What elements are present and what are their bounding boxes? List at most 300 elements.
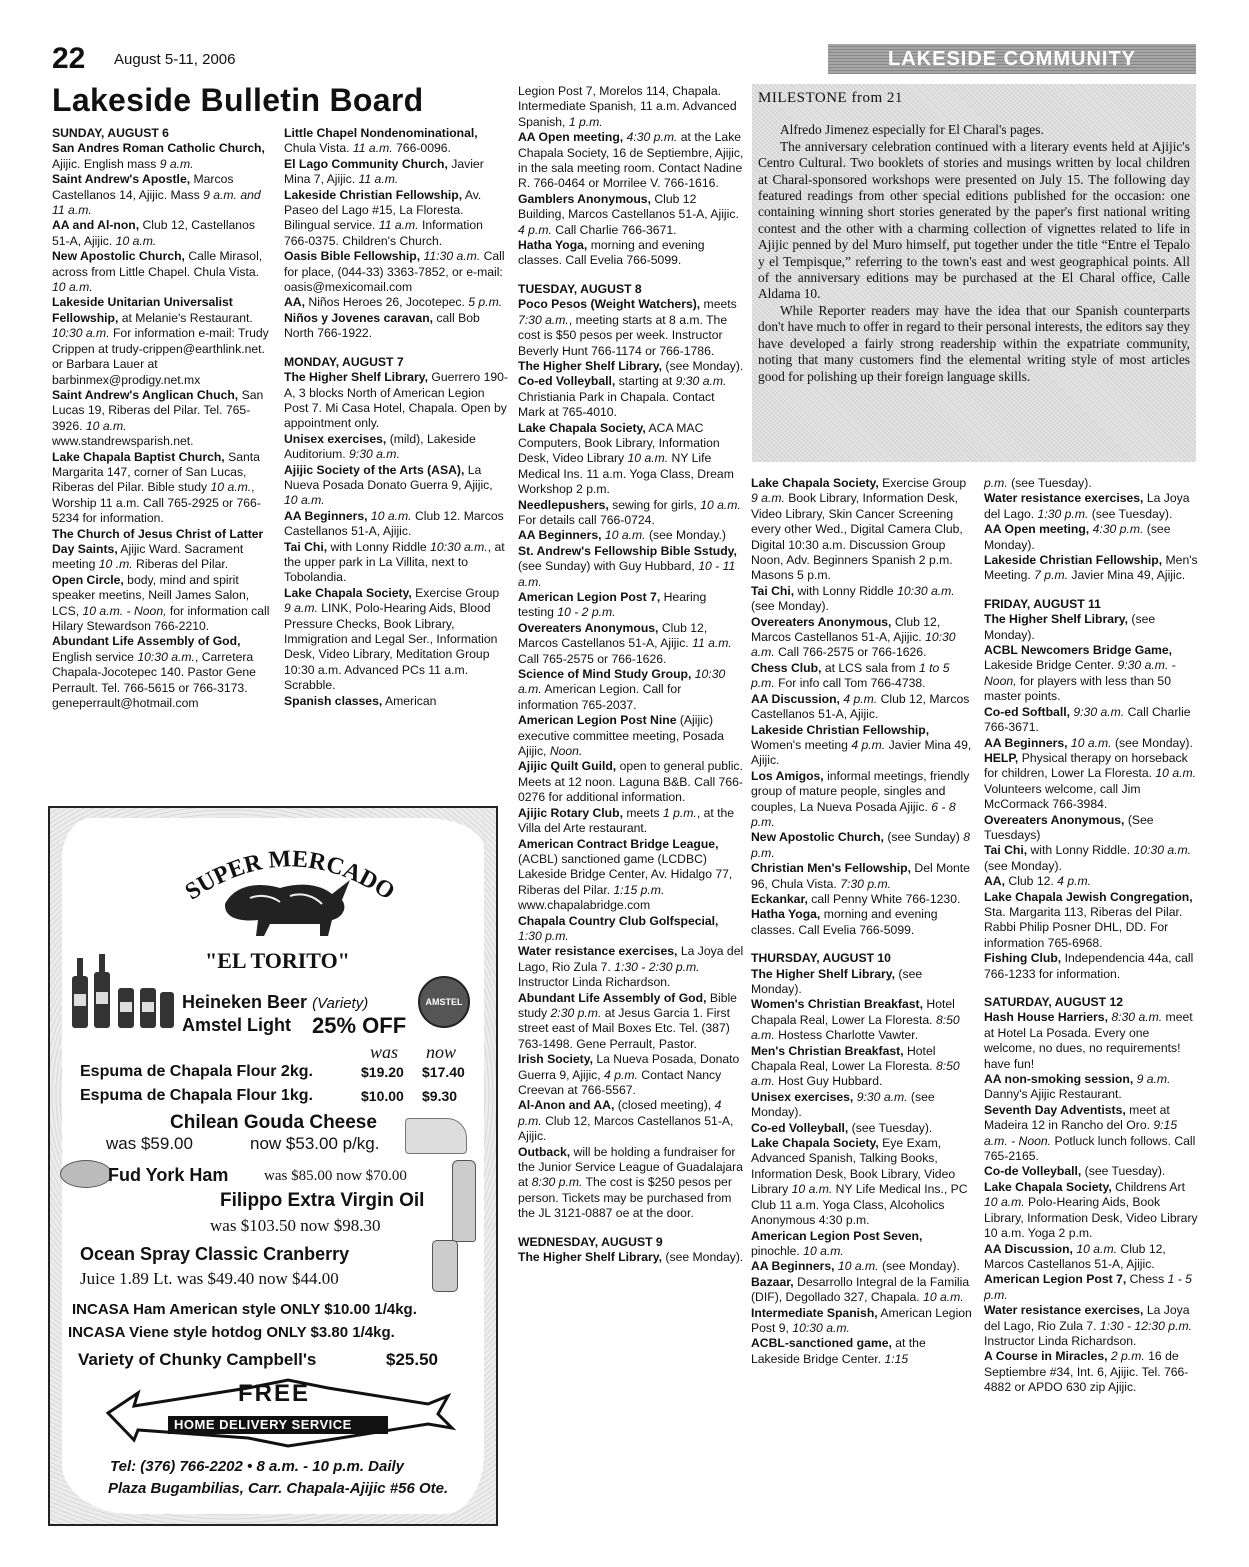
listing-name: St. Andrew's Fellowship Bible Sstudy, <box>518 543 737 558</box>
listing-detail: Call 765-2575 or 766-1626. <box>518 651 667 666</box>
listing-detail: , Worship 11 a.m. Call 765-2925 or 766-5234 for information. <box>52 480 261 526</box>
listing-item <box>518 1052 744 1098</box>
listing-item <box>984 1349 1198 1395</box>
listing-name: Tai Chi, <box>751 583 795 598</box>
listing-name: Lakeside Christian Fellowship, <box>751 722 930 737</box>
listing-item <box>984 813 1198 844</box>
listing-name: Lake Chapala Society, <box>751 1136 879 1151</box>
listing-detail: meets <box>622 805 663 820</box>
listing-name: The Church of Jesus Christ of Latter Day Saints, <box>52 526 264 556</box>
ad-heineken <box>182 992 368 1013</box>
listing-detail: American <box>382 693 437 708</box>
listing-detail: Ajijic Ward. Sacrament meeting <box>52 541 244 572</box>
listing-name: AA non-smoking session, <box>984 1072 1134 1087</box>
listing-detail: La Joya del Lago, Rio Zula 7. <box>984 1303 1190 1333</box>
listing-detail: meets <box>700 297 737 312</box>
listing-item <box>52 295 270 387</box>
listing-time: 1:30 p.m. <box>1037 506 1089 521</box>
listing-detail: (see Tuesday). <box>1088 506 1173 521</box>
listing-time: 4 p.m. <box>518 1098 722 1128</box>
listing-time: 10 a.m. <box>923 1290 964 1305</box>
listing-detail: For information e-mail: Trudy Crippen at trudy-crippen@earthlink.net. or Barbara Lauer at barbinmex@prodigy.net.mx <box>52 326 269 387</box>
listing-name: Al-Anon and AA, <box>518 1098 615 1113</box>
listing-item <box>751 907 973 938</box>
listing-time: 8:30 a.m. <box>1111 1010 1163 1025</box>
listing-item <box>52 388 270 450</box>
listing-time: 1 to 5 p.m. <box>751 660 950 691</box>
ad-incasa-ham: INCASA Ham American style ONLY $10.00 1/4kg. <box>72 1301 417 1318</box>
listing-detail: Chula Vista. <box>284 141 353 156</box>
listing-item <box>751 1090 973 1121</box>
ad-heineken-label: Heineken Beer <box>182 992 308 1012</box>
listing-detail: morning and evening classes. Call Evelia 766-5099. <box>751 907 938 937</box>
listing-item <box>751 476 973 584</box>
listing-time: 11 a.m. <box>358 172 399 187</box>
listing-detail: (see Monday.) <box>645 528 726 543</box>
listing-time: 4 p.m. <box>604 1067 638 1082</box>
listing-name: Co-ed Volleyball, <box>751 1120 849 1135</box>
listing-detail: For info call Tom 766-4738. <box>774 676 926 691</box>
listing-detail: Av. Paseo del Lago #15, La Floresta. Bilingual service. <box>284 187 482 233</box>
listing-item <box>284 463 508 509</box>
listing-detail: meet at Madeira 12 in Rancho del Oro. <box>984 1102 1170 1133</box>
listing-detail: Hearing testing <box>518 590 707 620</box>
listing-item <box>518 621 744 667</box>
listing-detail: morning and evening classes. Call Evelia 766-5099. <box>518 238 705 268</box>
listing-name: AA Discussion, <box>751 691 840 706</box>
listing-detail: Legion Post 7, Morelos 114, Chapala. Intermediate Spanish, 11 a.m. Advanced Spanish, <box>518 84 737 129</box>
listing-detail: La Joya del Lago, Rio Zula 7. <box>518 944 744 974</box>
ad-ocean-price: Juice 1.89 Lt. was $49.40 now $44.00 <box>80 1269 339 1288</box>
listing-detail: Desarrollo Integral de la Familia (DIF), Degollado 327, Chapala. <box>751 1274 970 1305</box>
listing-name: Irish Society, <box>518 1052 593 1067</box>
listing-detail: body, mind and spirit speaker meetins, Neill James Salon, LCS, <box>52 572 250 618</box>
listing-detail: meet at Hotel La Posada. Every one welcome, no dues, no requirements! have fun! <box>984 1010 1193 1071</box>
listing-name: AA and Al-non, <box>52 218 140 233</box>
listing-detail: call Penny White 766-1230. <box>807 891 961 906</box>
ad-flour1-name: Espuma de Chapala Flour 1kg. <box>80 1087 313 1104</box>
listing-time: 8:50 a.m. <box>751 1012 960 1043</box>
listing-detail: Niños Heroes 26, Jocotepec. <box>305 295 469 310</box>
listing-name: AA, <box>984 874 1005 889</box>
listing-detail: (see Monday). <box>984 612 1156 642</box>
listing-detail: American Legion Post 9, <box>751 1305 972 1335</box>
listing-time: 8:50 a.m. <box>751 1059 960 1089</box>
ad-telephone: Tel: (376) 766-2202 • 8 a.m. - 10 p.m. Daily <box>110 1458 405 1475</box>
listing-detail: (see Sunday) <box>883 830 964 845</box>
ad-ocean-name: Ocean Spray Classic Cranberry <box>80 1244 350 1264</box>
listing-detail: Club 12 Building, Marcos Castellanos 51-A, Ajijic. <box>518 191 739 222</box>
listing-name: Men's Christian Breakfast, <box>751 1043 904 1058</box>
listing-name: AA, <box>284 295 305 310</box>
listing-item <box>518 1250 744 1265</box>
listing-time: p.m. <box>984 476 1008 490</box>
listing-detail: (see Tuesday). <box>1007 476 1092 490</box>
listing-time: Noon. <box>549 744 583 759</box>
listing-item <box>284 249 508 295</box>
listing-item <box>518 759 744 805</box>
listing-item <box>284 311 508 342</box>
listing-time: 10 a.m. <box>1155 766 1197 781</box>
listing-detail: For details call 766-0724. <box>518 512 655 527</box>
milestone-article <box>752 84 1196 462</box>
listing-item <box>518 713 744 759</box>
listing-name: Gamblers Anonymous, <box>518 191 651 206</box>
listing-time: 10 a.m. <box>604 528 646 543</box>
listing-name: Lake Chapala Society, <box>284 585 412 600</box>
listing-time: 10 a.m. <box>52 280 93 295</box>
listing-detail: Exercise Group <box>411 585 500 600</box>
listing-detail: (See Tuesdays) <box>984 812 1154 842</box>
listing-time: 1 p.m. <box>662 805 697 820</box>
listing-name: San Andres Roman Catholic Church, <box>52 141 265 156</box>
listing-detail: ACA MAC Computers, Book Library, Information Desk, Video Library <box>518 420 720 466</box>
listing-detail: www.standrewsparish.net. <box>52 434 194 449</box>
listing-name: Unisex exercises, <box>284 431 387 446</box>
ad-flour1-now: $9.30 <box>422 1088 458 1104</box>
listing-detail: Hotel Chapala Real, Lower La Floresta. <box>751 997 955 1027</box>
ham-icon <box>60 1160 112 1188</box>
listing-time: 10 a.m. <box>700 497 741 512</box>
listing-detail: Club 12, Castellanos 51-A, Ajijic. <box>52 218 255 248</box>
listing-time: 9:30 a.m. <box>349 447 400 462</box>
listing-time: 11:30 a.m. <box>423 249 481 264</box>
listing-name: Overeaters Anonymous, <box>984 812 1125 827</box>
listing-name: Ajijic Rotary Club, <box>518 805 623 820</box>
listing-item <box>751 584 973 615</box>
listing-detail: Host Guy Hubbard. <box>774 1074 883 1089</box>
listing-detail: , at the Villa del Arte restaurant. <box>518 805 735 836</box>
listing-detail: Javier Mina 49, Ajijic. <box>1068 568 1186 583</box>
listing-item <box>518 544 744 590</box>
listing-name: ACBL Newcomers Bridge Game, <box>984 643 1173 658</box>
listing-name: Unisex exercises, <box>751 1089 854 1104</box>
listing-detail: Javier Mina 49, Ajijic. <box>751 737 972 768</box>
listing-name: American Legion Post 7, <box>984 1272 1127 1287</box>
listing-detail: Chess <box>1126 1272 1168 1287</box>
listing-name: Tai Chi, <box>284 539 328 554</box>
listing-name: Overeaters Anonymous, <box>751 614 892 629</box>
listing-name: AA Discussion, <box>984 1241 1073 1256</box>
listing-name: Ajijic Quilt Guild, <box>518 759 617 774</box>
listing-time: 10:30 a.m. <box>751 630 956 660</box>
listing-time: 10 a.m. <box>791 1182 833 1197</box>
listing-name: Lakeside Christian Fellowship, <box>284 187 463 202</box>
listing-name: Co-ed Softball, <box>984 704 1070 719</box>
listing-item <box>984 874 1198 889</box>
listing-detail: (closed meeting), <box>614 1098 715 1113</box>
listing-item <box>984 751 1198 813</box>
listing-time: 10:30 a.m. <box>1133 843 1192 858</box>
listing-time: 9:30 a.m. - Noon, <box>984 658 1176 688</box>
listing-time: 10 a.m. <box>803 1243 844 1258</box>
listing-detail: pinochle. <box>751 1243 804 1258</box>
listing-item <box>984 643 1198 705</box>
listing-detail: with Lonny Riddle <box>327 539 431 554</box>
store-name: "EL TORITO" <box>205 948 350 973</box>
listing-item <box>984 1242 1198 1273</box>
listing-item <box>751 1121 973 1136</box>
listing-item <box>751 1275 973 1306</box>
listing-name: Water resistance exercises, <box>984 1303 1144 1318</box>
ad-oil-name: Filippo Extra Virgin Oil <box>220 1190 425 1211</box>
listing-item <box>751 1136 973 1228</box>
listing-name: Lake Chapala Jewish Congregation, <box>984 889 1193 904</box>
listing-time: 9 a.m. <box>751 491 785 506</box>
listing-item <box>984 843 1198 874</box>
listing-detail: San Lucas 19, Riberas del Pilar. Tel. 765-3926. <box>52 387 264 433</box>
listing-item <box>984 890 1198 952</box>
listing-detail: (see Monday). <box>984 522 1171 552</box>
listing-time: 10 a.m. <box>984 1195 1025 1210</box>
listing-item <box>518 421 744 498</box>
listing-name: American Legion Post Nine <box>518 713 677 728</box>
listing-detail: Guerrero 190-A, 3 blocks North of American Legion Post 7. Mi Casa Hotel, Chapala. Open by appointment only. <box>284 370 508 431</box>
ad-free: FREE <box>238 1380 311 1407</box>
listing-detail: 16 de Septiembre #34, Int. 6, Ajijic. Tel. 766-4882 or APDO 630 zip Ajijic. <box>984 1349 1189 1395</box>
listing-name: Lake Chapala Society, <box>751 476 879 490</box>
milestone-heading: MILESTONE from 21 <box>758 90 903 106</box>
listing-name: Spanish classes, <box>284 693 383 708</box>
listing-detail: with Lonny Riddle. <box>1027 843 1134 858</box>
milestone-paragraph: While Reporter readers may have the idea that our Spanish counterparts don't have much to offer in regard to their personal interests, the editors say they have developed a fairly strong readership within the expatriate community, noting that many customers find the elemental writing style of most articles good for polishing up their foreign language skills. <box>758 302 1190 384</box>
listing-name: Saint Andrew's Apostle, <box>52 172 191 187</box>
ad-delivery: HOME DELIVERY SERVICE <box>174 1417 352 1432</box>
listing-detail: Information 766-0375. Children's Church. <box>284 218 483 248</box>
listing-time: 10:30 a.m. <box>897 583 955 598</box>
listing-item <box>751 1229 973 1260</box>
listing-time: 10:30 a.m. <box>430 539 488 554</box>
listing-detail: Club 12, Marcos Castellanos 51-A, Ajijic. <box>518 620 708 651</box>
bulletin-column-5 <box>984 476 1198 1396</box>
listing-detail: (see Tuesday). <box>1081 1164 1166 1179</box>
listing-name: Eckankar, <box>751 891 808 906</box>
listing-detail: for information call Hilary Stewardson 766-2210. <box>52 603 270 633</box>
listing-item <box>518 297 744 359</box>
listing-detail: starting at <box>615 374 676 389</box>
listing-detail: Club 12. <box>1005 874 1058 889</box>
ad-campbell: Variety of Chunky Campbell's <box>78 1350 317 1369</box>
listing-detail: Physical therapy on horseback for children, Lower La Floresta. <box>984 750 1188 781</box>
listing-detail: , meeting starts at 8 a.m. The cost is $50 pesos per week. Instructor Beverly Hunt 766-1174 or 766-1786. <box>518 312 728 358</box>
listing-name: HELP, <box>984 750 1019 765</box>
listing-name: Hatha Yoga, <box>751 907 821 922</box>
listing-detail: (mild), Lakeside Auditorium. <box>284 431 476 462</box>
listing-detail: English service <box>52 649 138 664</box>
listing-time: 11 a.m. <box>352 141 393 156</box>
listing-time: 10:30 a.m. <box>518 667 726 697</box>
amstel-badge <box>418 976 470 1028</box>
day-heading: MONDAY, AUGUST 7 <box>284 354 404 369</box>
listing-item <box>52 450 270 527</box>
listing-item <box>518 238 744 269</box>
ad-flour2-was: $19.20 <box>361 1064 404 1080</box>
listing-name: Co-ed Volleyball, <box>518 374 616 389</box>
listing-name: Fishing Club, <box>984 951 1062 966</box>
listing-detail: Hotel Chapala Real, Lower La Floresta. <box>751 1043 936 1074</box>
listing-detail: Call Charlie 766-3671. <box>551 222 677 237</box>
listing-item <box>751 1306 973 1337</box>
listing-time: 7:30 a.m. <box>518 312 569 327</box>
listing-name: Hatha Yoga, <box>518 238 588 253</box>
listing-item <box>518 806 744 837</box>
listing-time: 11 a.m. <box>692 636 732 651</box>
listing-time: 10 a.m. - Noon, <box>82 603 167 618</box>
listing-item <box>284 188 508 250</box>
listing-time: 2:30 p.m. <box>550 1005 602 1020</box>
ad-gouda-now: now $53.00 p/kg. <box>250 1134 380 1153</box>
ad-was-header: was <box>370 1042 399 1062</box>
listing-detail: Riberas del Pilar. <box>132 557 229 572</box>
listing-time: 10 - 11 a.m. <box>518 559 736 589</box>
listing-item <box>284 540 508 586</box>
listing-name: Overeaters Anonymous, <box>518 620 659 635</box>
listing-detail: La Nueva Posada Donato Guerra 9, Ajijic, <box>284 462 493 492</box>
milestone-paragraph: Alfredo Jimenez especially for El Charal's pages. <box>780 122 1044 138</box>
listing-item <box>984 491 1198 522</box>
listing-detail: (see Monday). <box>662 358 744 373</box>
listing-item <box>984 1164 1198 1179</box>
listing-item <box>518 359 744 374</box>
listing-name: Chapala Country Club Golfspecial, <box>518 913 719 928</box>
listing-detail: Club 12, Marcos Castellanos 51-A, Ajijic. <box>984 1241 1166 1271</box>
listing-item <box>284 586 508 694</box>
listing-name: American Legion Post Seven, <box>751 1228 923 1243</box>
listing-time: 4 p.m. <box>851 737 886 752</box>
ad-oil-price: was $103.50 now $98.30 <box>210 1216 381 1235</box>
listing-detail: sewing for girls, <box>608 497 701 512</box>
beer-bottles-icon <box>68 948 178 1030</box>
listing-item <box>984 1072 1198 1103</box>
listing-detail: Polo-Hearing Aids, Book Library, Information Desk, Video Library 10 a.m. Yoga 2 p.m. <box>984 1195 1198 1241</box>
ad-campbell-price: $25.50 <box>386 1350 438 1369</box>
listing-detail: La Joya del Lago. <box>984 491 1190 521</box>
listing-name: Christian Men's Fellowship, <box>751 861 912 876</box>
listing-time: 9:30 a.m. <box>856 1089 908 1104</box>
listing-time: 10 - 2 p.m. <box>557 605 616 620</box>
listing-item <box>984 476 1198 491</box>
listing-detail: Volunteers welcome, call Jim McCormack 766-3984. <box>984 781 1141 812</box>
listing-item <box>518 1145 744 1222</box>
listing-name: Open Circle, <box>52 572 124 587</box>
bulletin-column-3 <box>518 84 744 1265</box>
listing-detail: Club 12, Marcos Castellanos 51-A, Ajijic. <box>518 1113 734 1144</box>
listing-time: 11 a.m. <box>378 218 419 233</box>
listing-item <box>284 370 508 432</box>
listing-time: 1:30 - 12:30 p.m. <box>1099 1318 1192 1333</box>
listing-name: The Higher Shelf Library, <box>984 612 1129 627</box>
listing-detail: (see Tuesday). <box>848 1120 933 1135</box>
listing-item <box>984 553 1198 584</box>
listing-item <box>518 944 744 990</box>
listing-item <box>751 830 973 861</box>
listing-detail: (ACBL) sanctioned game (LCDBC) Lakeside Bridge Center, Av. Hidalgo 77, Riberas del Pilar. <box>518 851 733 897</box>
listing-item <box>984 1180 1198 1242</box>
listing-name: AA Beginners, <box>518 528 602 543</box>
listing-detail: LINK, Polo-Hearing Aids, Blood Pressure Checks, Book Library, Immigration and Legal Ser., Information Desk, Video Library, Meditation Group 10:30 a.m. Advanced PCs 11 a.m. Scrabble. <box>284 601 498 693</box>
listing-time: 1:30 p.m. <box>518 928 569 943</box>
listing-time: 4:30 p.m. <box>626 130 678 145</box>
listing-detail: Christiania Park in Chapala. Contact Mark at 765-4010. <box>518 389 715 420</box>
day-heading: SUNDAY, AUGUST 6 <box>52 126 169 140</box>
listing-detail: call Bob North 766-1922. <box>284 310 480 341</box>
listing-name: Needlepushers, <box>518 497 609 512</box>
listing-detail: www.chapalabridge.com <box>518 898 651 913</box>
listing-name: AA Beginners, <box>284 508 368 523</box>
listing-name: Hash House Harriers, <box>984 1010 1108 1025</box>
ad-heineken-variety: (Variety) <box>312 995 369 1012</box>
listing-item <box>751 1259 973 1274</box>
listing-detail: (see Monday). <box>662 1250 744 1265</box>
listing-detail: (see Monday). <box>878 1259 960 1274</box>
listing-name: Co-de Volleyball, <box>984 1164 1082 1179</box>
listing-name: Water resistance exercises, <box>518 944 678 959</box>
listing-time: 8 p.m. <box>751 830 970 860</box>
listing-time: 10:30 a.m. <box>52 326 110 341</box>
listing-detail: Del Monte 96, Chula Vista. <box>751 861 970 891</box>
listing-name: Bazaar, <box>751 1274 794 1289</box>
listing-item <box>284 157 508 188</box>
listing-detail: La Nueva Posada, Donato Guerra 9, Ajijic, <box>518 1052 740 1082</box>
ad-ham-name: Fud York Ham <box>108 1165 229 1185</box>
listing-detail: at Jesus Garcia 1. First street east of Mail Boxes Etc. Tel. (387) 763-1498. Gene Perrault, Pastor. <box>518 1005 731 1051</box>
listing-item <box>518 914 744 945</box>
listing-detail: Book Library, Information Desk, Video Library, Skin Cancer Screening every other Wed., Digital Camera Club, Digital 10:30 a.m. Discussion Group Noon, Adv. Beginners Spanish 2 p.m. Masons 5 p.m. <box>751 491 963 583</box>
listing-detail: informal meetings, friendly group of mature people, singles and couples, La Nueva Posada Ajijic. <box>751 768 970 814</box>
listing-item <box>52 573 270 635</box>
listing-item <box>518 837 744 914</box>
listing-detail: Contact Nancy Creevan at 766-5567. <box>518 1067 722 1097</box>
day-heading: TUESDAY, AUGUST 8 <box>518 281 642 296</box>
listing-detail: Ajijic. English mass <box>52 156 160 171</box>
listing-name: Lakeside Christian Fellowship, <box>984 553 1163 568</box>
listing-time: 4:30 p.m. <box>1092 522 1144 537</box>
listing-item <box>52 634 270 711</box>
listing-name: Tai Chi, <box>984 843 1028 858</box>
listing-name: Lakeside Unitarian Universalist Fellowship, <box>52 295 233 325</box>
listing-detail: (see Monday). <box>984 858 1062 873</box>
bulletin-column-1 <box>52 126 270 711</box>
listing-time: 9 a.m. <box>284 601 318 616</box>
listing-detail: Eye Exam, Advanced Spanish, Talking Books, Information Desk, Book Library, Video Library <box>751 1136 956 1197</box>
listing-item <box>751 861 973 892</box>
listing-time: 4 p.m. <box>1057 874 1092 889</box>
listing-time: 10 a.m. <box>1070 735 1112 750</box>
bull-icon <box>210 874 360 940</box>
listing-time: 9 a.m. <box>159 156 194 171</box>
listing-name: The Higher Shelf Library, <box>518 1250 663 1265</box>
store-arc-text: SUPER MERCADO <box>180 846 400 906</box>
day-heading: FRIDAY, AUGUST 11 <box>984 596 1101 611</box>
amstel-badge-text: AMSTEL <box>425 997 463 1007</box>
listing-detail: , Carretera Chapala-Jocotepec 140. Pastor Gene Perrault. Tel. 766-5615 or 766-3173. geneperrault@hotmail.com <box>52 649 256 711</box>
listing-detail: Club 12, Marcos Castellanos 51-A, Ajijic. <box>751 691 970 722</box>
ad-amstel: Amstel Light <box>182 1015 292 1035</box>
listing-time: 9 a.m. and 11 a.m. <box>52 187 261 218</box>
listing-name: AA Beginners, <box>751 1259 835 1274</box>
listing-time: 8:30 p.m. <box>531 1175 583 1190</box>
listing-item <box>984 522 1198 553</box>
listing-detail: (see Monday). <box>751 1089 935 1120</box>
day-heading: THURSDAY, AUGUST 10 <box>751 951 891 966</box>
listing-item <box>751 615 973 661</box>
listing-detail: (see Sunday) with Guy Hubbard, <box>518 559 699 574</box>
listing-detail: Call Charlie 766-3671. <box>984 704 1191 735</box>
listing-name: Science of Mind Study Group, <box>518 667 692 682</box>
listing-detail: Lakeside Bridge Center. <box>984 658 1118 673</box>
listing-time: 1 p.m. <box>568 114 603 129</box>
listing-item <box>751 1044 973 1090</box>
